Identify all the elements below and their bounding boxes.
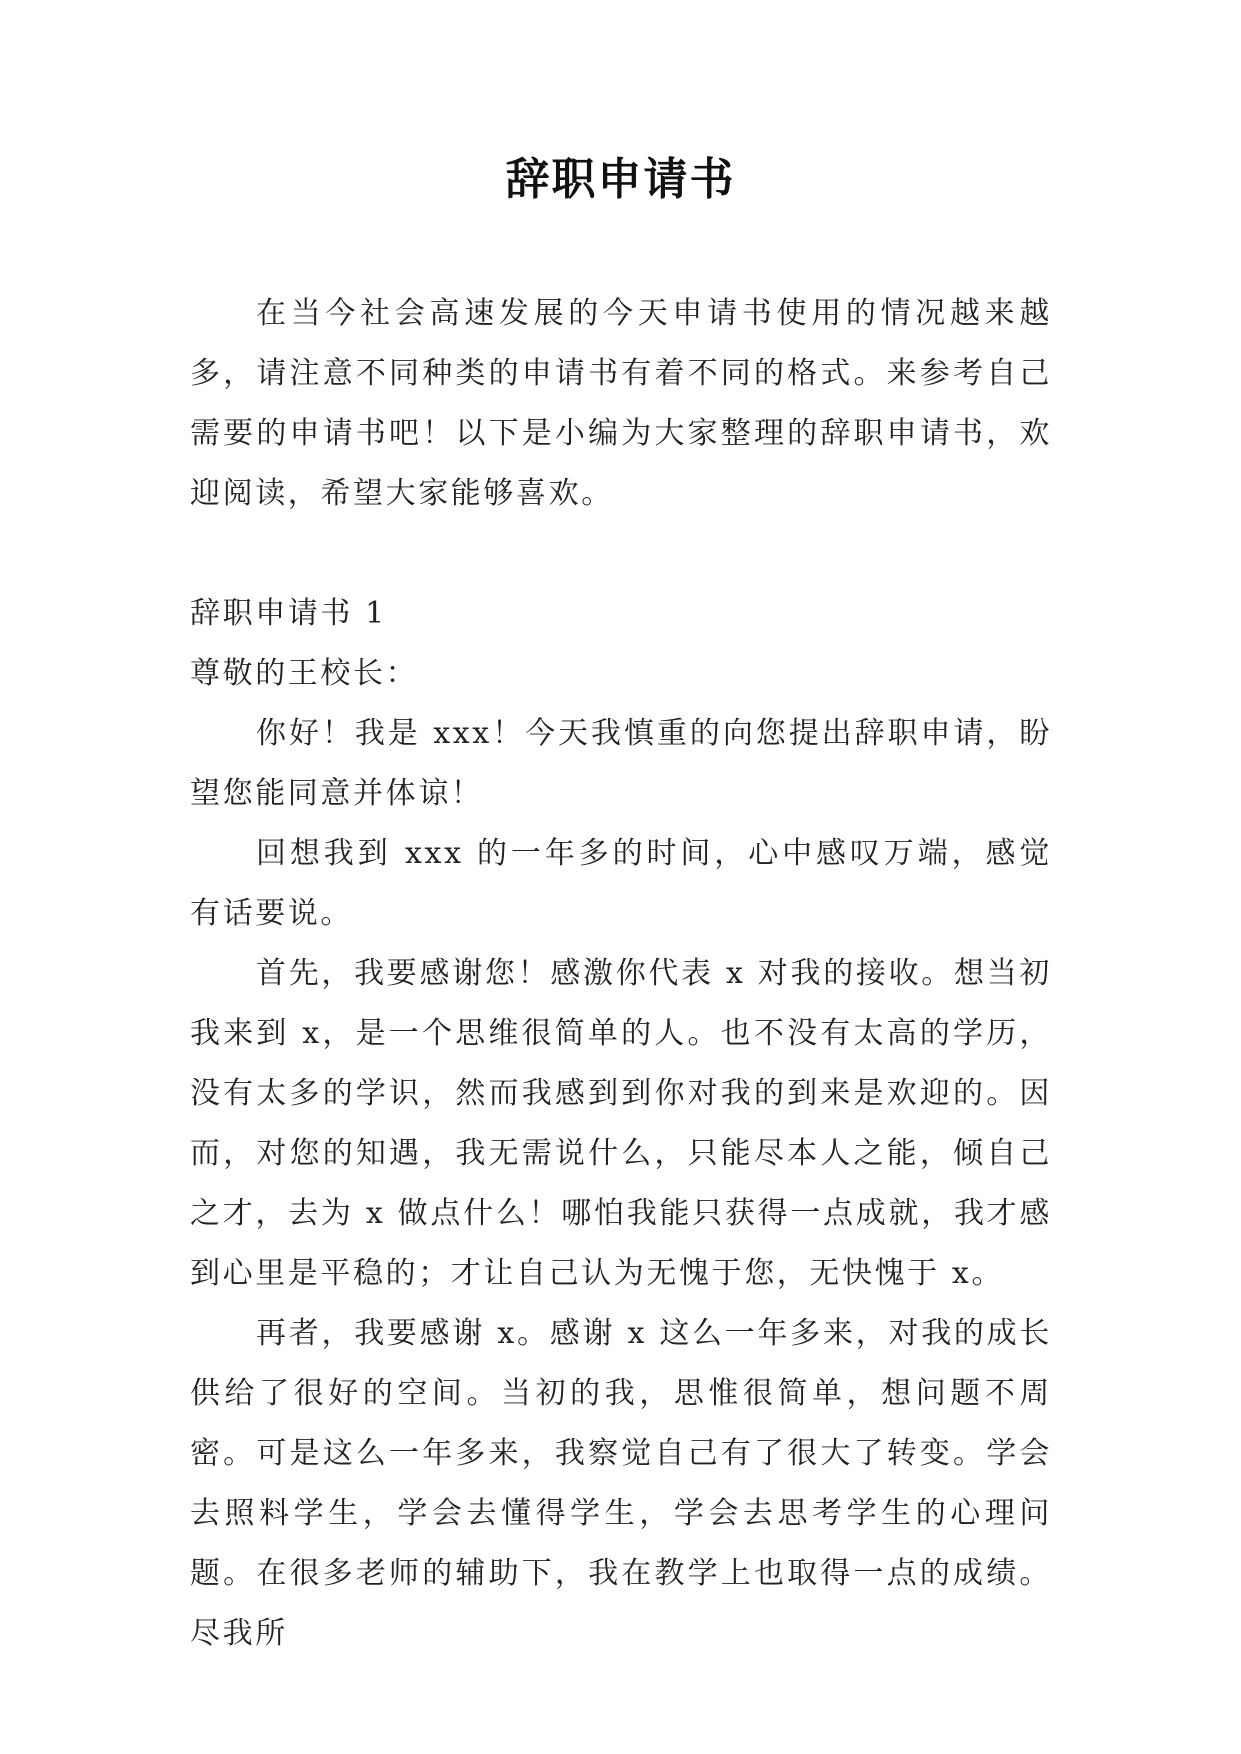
body-paragraph: 再者，我要感谢 x。感谢 x 这么一年多来，对我的成长供给了很好的空间。当初的我，思惟很简单，想问题不周密。可是这么一年多来，我察觉自己有了很大了转变。学会去照料学生，学会去懂得学生，学会去思考学生的心理问题。在很多老师的辅助下，我在教学上也取得一点的成绩。尽我所 — [190, 1316, 1052, 1651]
document-body — [190, 284, 1052, 1664]
body-paragraph: 你好！我是 xxx！今天我慎重的向您提出辞职申请，盼望您能同意并体谅！ — [190, 716, 1052, 811]
paragraph-gap — [190, 524, 1052, 584]
body-paragraph: 首先，我要感谢您！感激你代表 x 对我的接收。想当初我来到 x，是一个思维很简单的人。也不没有太高的学历，没有太多的学识，然而我感到到你对我的到来是欢迎的。因而，对您的知遇，我无需说什么，只能尽本人之能，倾自己之才，去为 x 做点什么！哪怕我能只获得一点成就，我才感到心里是平稳的；才让自己认为无愧于您，无快愧于 x。 — [190, 956, 1052, 1291]
body-paragraph: 回想我到 xxx 的一年多的时间，心中感叹万端，感觉有话要说。 — [190, 836, 1052, 931]
intro-paragraph: 在当今社会高速发展的今天申请书使用的情况越来越多，请注意不同种类的申请书有着不同的格式。来参考自己需要的申请书吧！以下是小编为大家整理的辞职申请书，欢迎阅读，希望大家能够喜欢。 — [190, 296, 1052, 511]
document-title: 辞职申请书 — [505, 154, 736, 205]
salutation: 尊敬的王校长： — [190, 656, 419, 691]
section-heading: 辞职申请书 1 — [190, 596, 387, 631]
